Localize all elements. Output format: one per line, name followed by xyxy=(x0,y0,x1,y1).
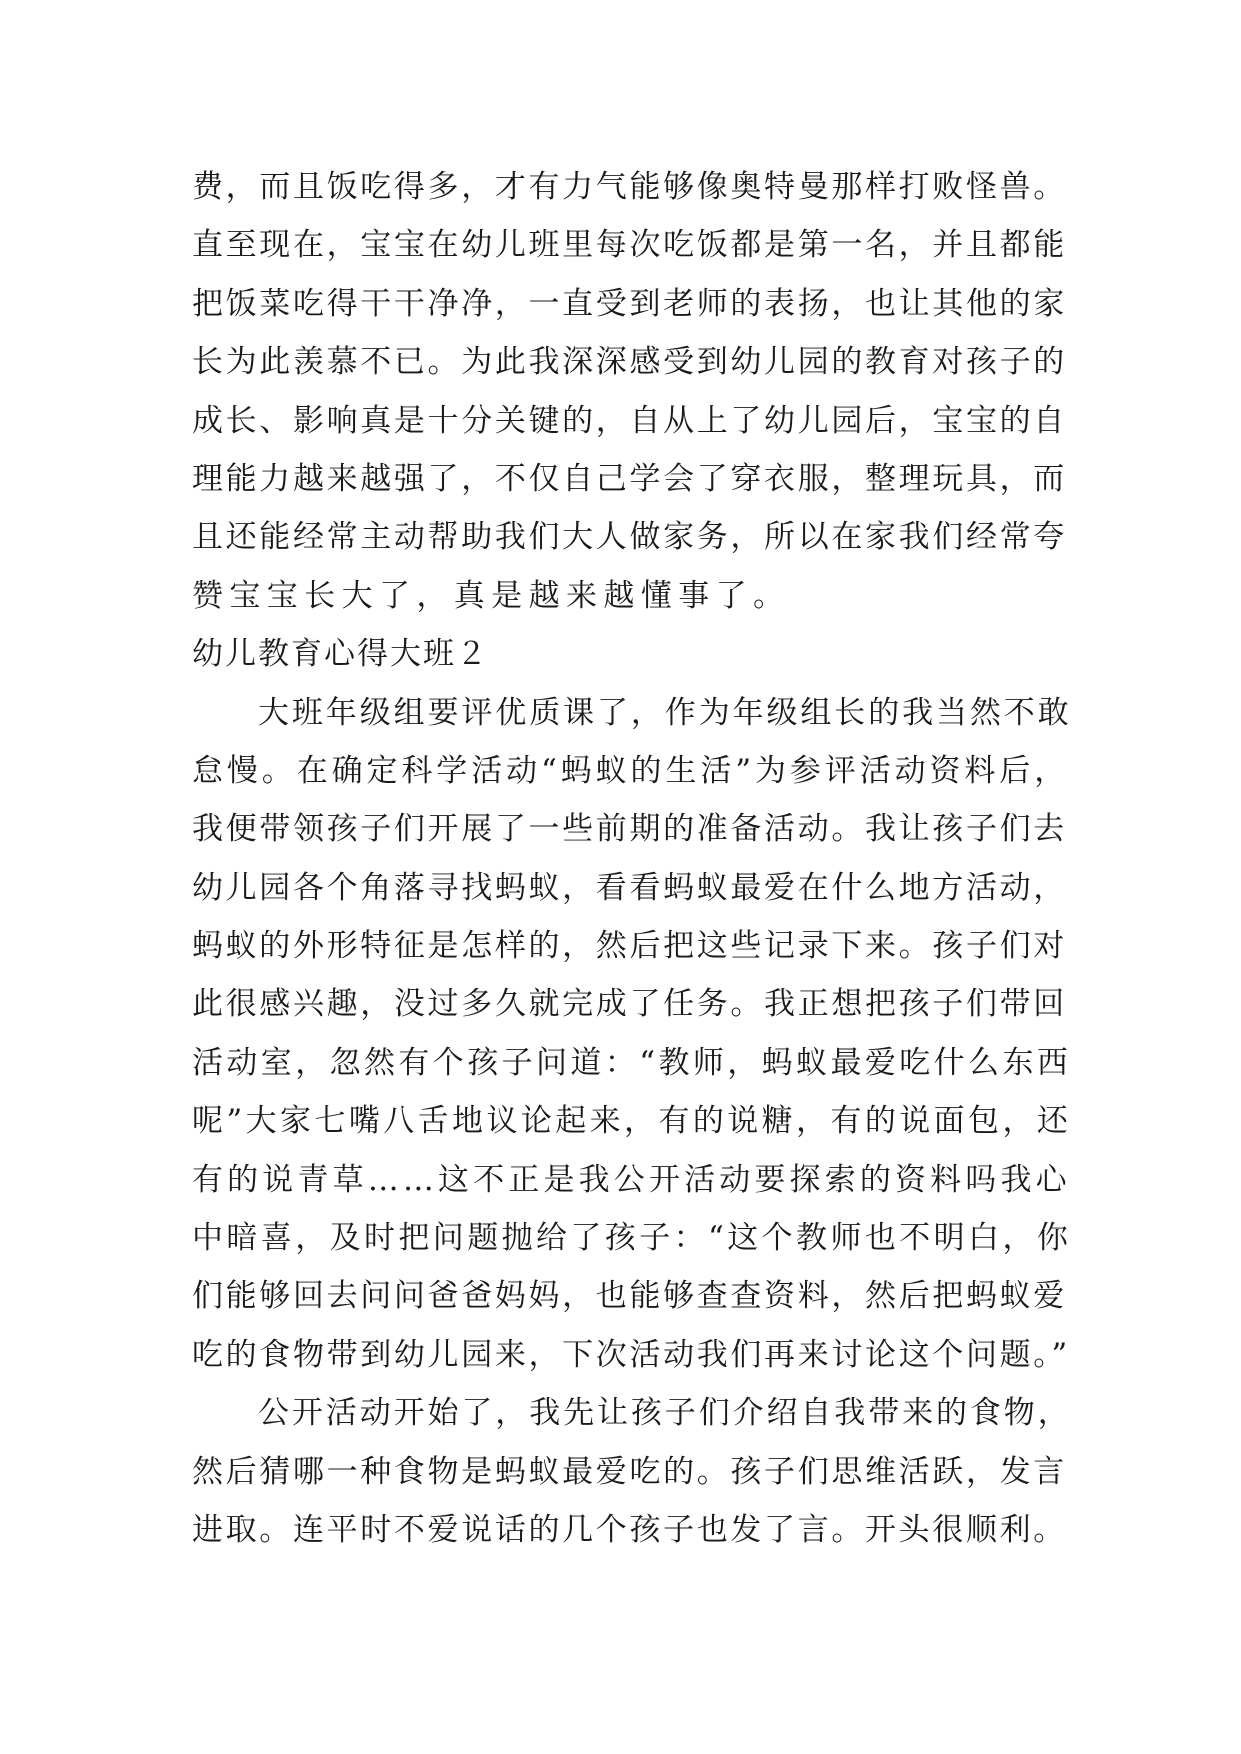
text-line: 长为此羡慕不已。为此我深深感受到幼儿园的教育对孩子的 xyxy=(192,344,1067,381)
text-line: 中暗喜，及时把问题抛给了孩子：“这个教师也不明白，你 xyxy=(192,1220,1072,1257)
section-heading: 幼儿教育心得大班２ xyxy=(192,636,489,673)
text-line: 蚂蚁的外形特征是怎样的，然后把这些记录下来。孩子们对 xyxy=(192,928,1067,965)
text-line: 直至现在，宝宝在幼儿班里每次吃饭都是第一名，并且都能 xyxy=(192,227,1067,264)
text-line: 此很感兴趣，没过多久就完成了任务。我正想把孩子们带回 xyxy=(192,986,1067,1023)
paragraph-first-line: 大班年级组要评优质课了，作为年级组长的我当然不敢 xyxy=(258,694,1072,731)
document-body xyxy=(192,158,1072,1559)
text-line: 活动室，忽然有个孩子问道：“教师，蚂蚁最爱吃什么东西 xyxy=(192,1044,1072,1081)
text-line: 呢”大家七嘴八舌地议论起来，有的说糖，有的说面包，还 xyxy=(192,1103,1072,1140)
text-line: 理能力越来越强了，不仅自己学会了穿衣服，整理玩具，而 xyxy=(192,460,1067,497)
text-line: 我便带领孩子们开展了一些前期的准备活动。我让孩子们去 xyxy=(192,811,1067,848)
text-line: 把饭菜吃得干干净净，一直受到老师的表扬，也让其他的家 xyxy=(192,285,1067,322)
text-line: 怠慢。在确定科学活动“蚂蚁的生活”为参评活动资料后， xyxy=(192,752,1070,789)
text-line: 们能够回去问问爸爸妈妈，也能够查查资料，然后把蚂蚁爱 xyxy=(192,1278,1067,1315)
text-line: 成长、影响真是十分关键的，自从上了幼儿园后，宝宝的自 xyxy=(192,402,1067,439)
text-line: 吃的食物带到幼儿园来，下次活动我们再来讨论这个问题。” xyxy=(192,1336,1070,1373)
text-line: 且还能经常主动帮助我们大人做家务，所以在家我们经常夸 xyxy=(192,519,1067,556)
text-line: 费，而且饭吃得多，才有力气能够像奥特曼那样打败怪兽。 xyxy=(192,169,1067,205)
text-line: 有的说青草……这不正是我公开活动要探索的资料吗我心 xyxy=(192,1161,1071,1198)
text-line: 然后猜哪一种食物是蚂蚁最爱吃的。孩子们思维活跃，发言 xyxy=(192,1453,1067,1490)
text-line: 赞宝宝长大了，真是越来越懂事了。 xyxy=(192,577,791,614)
text-line: 幼儿园各个角落寻找蚂蚁，看看蚂蚁最爱在什么地方活动， xyxy=(192,869,1067,906)
text-line: 进取。连平时不爱说话的几个孩子也发了言。开头很顺利。 xyxy=(192,1511,1067,1548)
paragraph-first-line: 公开活动开始了，我先让孩子们介绍自我带来的食物， xyxy=(258,1395,1072,1432)
